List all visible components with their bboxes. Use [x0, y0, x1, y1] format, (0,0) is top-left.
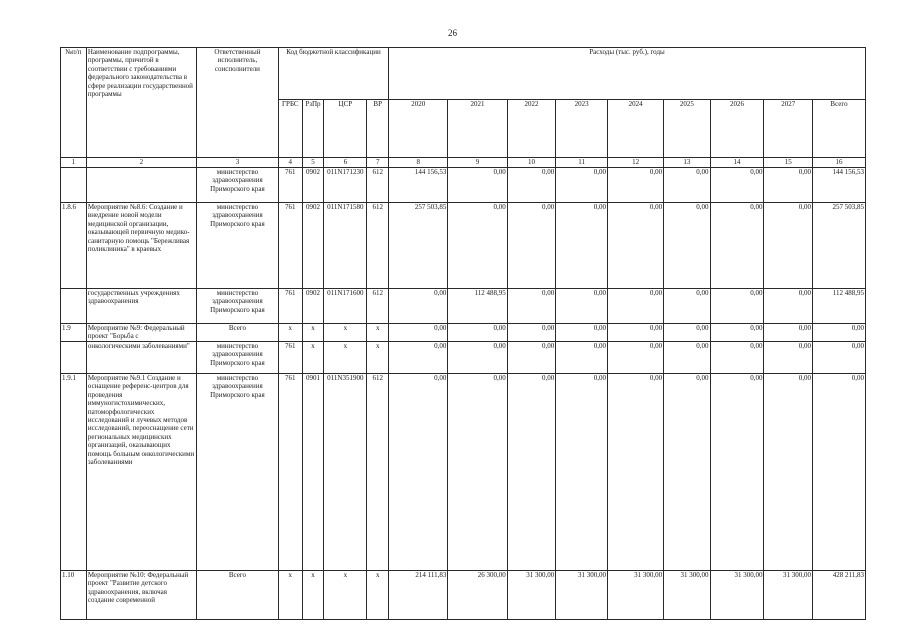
table-row: [61, 571, 866, 620]
row-year-value: 0,00: [448, 342, 507, 374]
header-executor: Ответственный исполнитель, соисполнители: [196, 48, 278, 158]
row-year-value: 31 300,00: [710, 571, 764, 620]
row-vr: x: [367, 324, 389, 342]
row-year-value: 31 300,00: [608, 571, 664, 620]
row-executor: Всего: [196, 571, 278, 620]
column-number: 1: [61, 158, 87, 168]
header-name: Наименование подпрограммы, программы, причитой в соответствии с требованиями федерального законодательства в сфере реализации государственной программы: [86, 48, 196, 158]
row-year-value: 0,00: [764, 168, 813, 203]
column-number: 10: [507, 158, 556, 168]
row-grbs: 761: [278, 342, 302, 374]
row-vr: x: [367, 342, 389, 374]
row-year-value: 0,00: [608, 203, 664, 289]
header-total: Всего: [813, 100, 866, 158]
column-number: 8: [389, 158, 448, 168]
table-row: [61, 324, 866, 342]
column-number: 6: [324, 158, 367, 168]
column-number: 9: [448, 158, 507, 168]
row-executor: Всего: [196, 324, 278, 342]
row-total-value: 112 488,95: [813, 289, 866, 324]
row-number: [61, 168, 87, 203]
row-grbs: 761: [278, 168, 302, 203]
row-name: Мероприятие №10: Федеральный проект "Развитие детского здравоохранения, включая создание современной: [86, 571, 196, 620]
row-year-value: 0,00: [556, 203, 608, 289]
column-number: 5: [302, 158, 324, 168]
row-year-value: 0,00: [664, 203, 710, 289]
row-vr: 612: [367, 374, 389, 571]
row-year-value: 0,00: [608, 374, 664, 571]
row-year-value: 0,00: [664, 289, 710, 324]
row-name: [86, 168, 196, 203]
row-year-value: 0,00: [389, 324, 448, 342]
row-vr: 612: [367, 168, 389, 203]
table-row: [61, 374, 866, 571]
column-number: 2: [86, 158, 196, 168]
row-year-value: 0,00: [710, 342, 764, 374]
row-vr: 612: [367, 289, 389, 324]
row-csr: 011N171600: [324, 289, 367, 324]
row-year-value: 0,00: [710, 289, 764, 324]
header-year-2025: 2025: [664, 100, 710, 158]
row-year-value: 144 156,53: [389, 168, 448, 203]
header-year-2021: 2021: [448, 100, 507, 158]
column-numbers-row: [61, 158, 866, 168]
column-number: 15: [764, 158, 813, 168]
header-year-2024: 2024: [608, 100, 664, 158]
row-csr: x: [324, 342, 367, 374]
row-year-value: 0,00: [664, 168, 710, 203]
row-csr: 011N171230: [324, 168, 367, 203]
row-rzpr: 0902: [302, 168, 324, 203]
row-year-value: 0,00: [664, 324, 710, 342]
row-year-value: 214 111,83: [389, 571, 448, 620]
row-year-value: 0,00: [764, 203, 813, 289]
row-year-value: 0,00: [556, 289, 608, 324]
header-csr: ЦСР: [324, 100, 367, 158]
row-rzpr: x: [302, 324, 324, 342]
row-executor: министерство здравоохранения Приморского края: [196, 203, 278, 289]
row-grbs: 761: [278, 289, 302, 324]
header-year-2026: 2026: [710, 100, 764, 158]
row-year-value: 0,00: [556, 168, 608, 203]
column-number: 3: [196, 158, 278, 168]
row-year-value: 26 300,00: [448, 571, 507, 620]
row-year-value: 0,00: [664, 374, 710, 571]
column-number: 7: [367, 158, 389, 168]
column-number: 13: [664, 158, 710, 168]
row-number: 1.9: [61, 324, 87, 342]
header-no: №п/п: [61, 48, 87, 158]
table-row: [61, 289, 866, 324]
row-grbs: 761: [278, 374, 302, 571]
row-year-value: 0,00: [448, 203, 507, 289]
row-number: 1.9.1: [61, 374, 87, 571]
row-name: онкологическими заболеваниями": [86, 342, 196, 374]
row-number: 1.10: [61, 571, 87, 620]
row-grbs: x: [278, 571, 302, 620]
row-executor: министерство здравоохранения Приморского края: [196, 342, 278, 374]
row-year-value: 0,00: [710, 168, 764, 203]
header-year-2020: 2020: [389, 100, 448, 158]
row-year-value: 0,00: [389, 289, 448, 324]
row-rzpr: 0902: [302, 289, 324, 324]
row-year-value: 0,00: [608, 289, 664, 324]
row-grbs: 761: [278, 203, 302, 289]
row-year-value: 0,00: [710, 324, 764, 342]
row-year-value: 0,00: [608, 342, 664, 374]
row-rzpr: 0902: [302, 203, 324, 289]
row-year-value: 31 300,00: [507, 571, 556, 620]
page-number: 26: [448, 28, 457, 38]
row-vr: x: [367, 571, 389, 620]
row-rzpr: 0901: [302, 374, 324, 571]
table-row: [61, 168, 866, 203]
header-budget-code: Код бюджетной классификации: [278, 48, 388, 100]
row-year-value: 0,00: [389, 374, 448, 571]
row-year-value: 0,00: [507, 289, 556, 324]
row-year-value: 0,00: [608, 324, 664, 342]
row-executor: министерство здравоохранения Приморского края: [196, 289, 278, 324]
row-vr: 612: [367, 203, 389, 289]
row-rzpr: x: [302, 342, 324, 374]
row-rzpr: x: [302, 571, 324, 620]
row-year-value: 0,00: [608, 168, 664, 203]
column-number: 12: [608, 158, 664, 168]
data-rows: [61, 168, 866, 620]
column-number: 14: [710, 158, 764, 168]
header-year-2027: 2027: [764, 100, 813, 158]
column-number: 4: [278, 158, 302, 168]
row-year-value: 31 300,00: [764, 571, 813, 620]
row-number: [61, 342, 87, 374]
row-year-value: 31 300,00: [556, 571, 608, 620]
row-total-value: 144 156,53: [813, 168, 866, 203]
budget-table: [60, 47, 866, 620]
row-year-value: 0,00: [507, 374, 556, 571]
row-year-value: 0,00: [556, 324, 608, 342]
row-total-value: 0,00: [813, 342, 866, 374]
row-name: Мероприятие №9: Федеральный проект "Борьба с: [86, 324, 196, 342]
row-year-value: 0,00: [507, 203, 556, 289]
row-year-value: 0,00: [389, 342, 448, 374]
row-year-value: 0,00: [764, 342, 813, 374]
row-csr: 011N171580: [324, 203, 367, 289]
column-number: 16: [813, 158, 866, 168]
row-year-value: 257 503,85: [389, 203, 448, 289]
row-grbs: x: [278, 324, 302, 342]
row-name: государственных учреждениях здравоохранения: [86, 289, 196, 324]
row-year-value: 0,00: [448, 168, 507, 203]
row-year-value: 0,00: [710, 374, 764, 571]
row-year-value: 0,00: [710, 203, 764, 289]
row-year-value: 0,00: [507, 324, 556, 342]
row-year-value: 0,00: [556, 374, 608, 571]
row-csr: x: [324, 324, 367, 342]
header-rzpr: РзПр: [302, 100, 324, 158]
header-expenses: Расходы (тыс. руб.), годы: [389, 48, 866, 100]
row-total-value: 428 211,83: [813, 571, 866, 620]
row-year-value: 0,00: [507, 168, 556, 203]
row-total-value: 0,00: [813, 374, 866, 571]
row-executor: министерство здравоохранения Приморского края: [196, 168, 278, 203]
row-total-value: 257 503,85: [813, 203, 866, 289]
row-year-value: 0,00: [556, 342, 608, 374]
row-year-value: 0,00: [664, 342, 710, 374]
table-row: [61, 203, 866, 289]
row-year-value: 112 488,95: [448, 289, 507, 324]
row-executor: министерство здравоохранения Приморского края: [196, 374, 278, 571]
table-row: [61, 342, 866, 374]
row-year-value: 0,00: [448, 324, 507, 342]
row-total-value: 0,00: [813, 324, 866, 342]
row-name: Мероприятие №8.6: Создание и внедрение новой модели медицинской организации, оказывающей первичную медико-санитарную помощь "Бережливая поликлиника" в краевых: [86, 203, 196, 289]
header-vr: ВР: [367, 100, 389, 158]
row-year-value: 0,00: [507, 342, 556, 374]
row-number: [61, 289, 87, 324]
column-number: 11: [556, 158, 608, 168]
row-number: 1.8.6: [61, 203, 87, 289]
row-year-value: 0,00: [764, 289, 813, 324]
row-year-value: 31 300,00: [664, 571, 710, 620]
row-name: Мероприятие №9.1 Создание и оснащение референс-центров для проведения иммуногистохимических, патоморфологических исследований и лучевых методов исследований, переоснащение сети региональных медицинских организаций, оказывающих помощь больным онкологическими заболеваниями: [86, 374, 196, 571]
header-grbs: ГРБС: [278, 100, 302, 158]
header-year-2023: 2023: [556, 100, 608, 158]
row-year-value: 0,00: [448, 374, 507, 571]
row-csr: 011N351900: [324, 374, 367, 571]
header-year-2022: 2022: [507, 100, 556, 158]
row-year-value: 0,00: [764, 374, 813, 571]
row-csr: x: [324, 571, 367, 620]
row-year-value: 0,00: [764, 324, 813, 342]
